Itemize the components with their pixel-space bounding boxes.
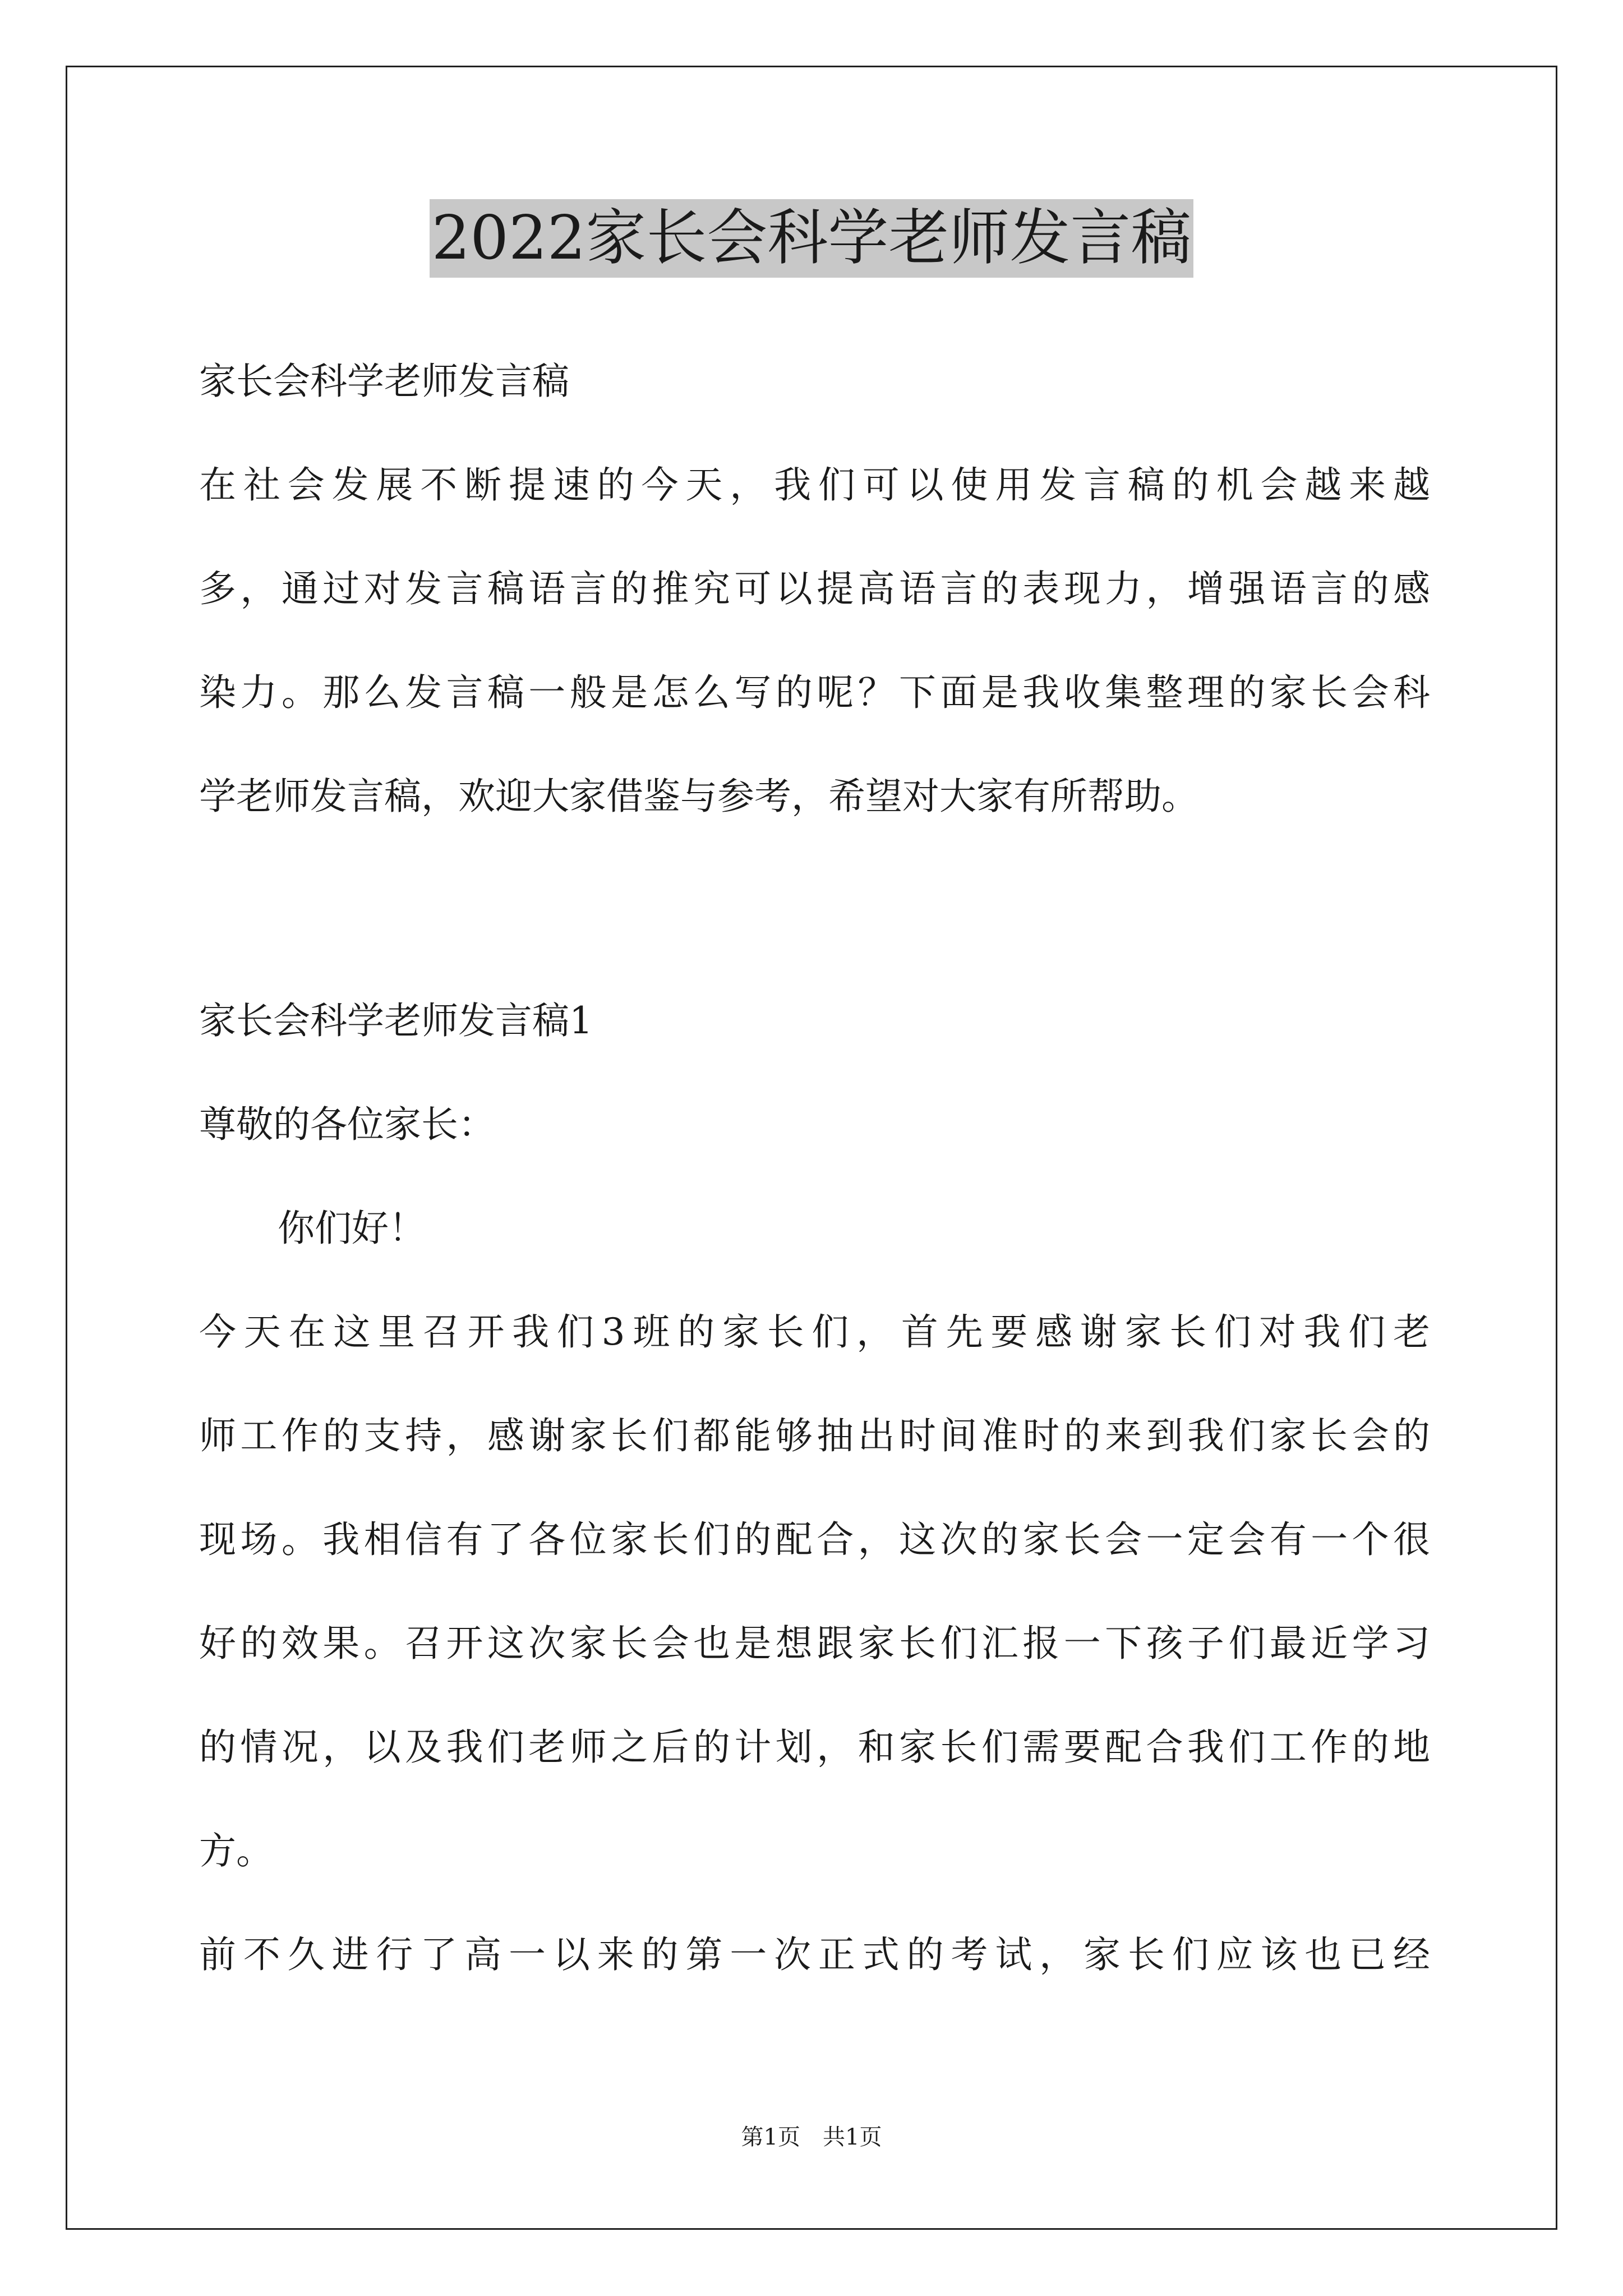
greeting: 你们好！ (278, 1207, 426, 1250)
intro-line-3: 染力。那么发言稿一般是怎么写的呢？下面是我收集整理的家长会科 (199, 671, 1430, 714)
section-heading: 家长会科学老师发言稿1 (199, 999, 593, 1042)
page-number-total: 共1页 (823, 2124, 882, 2150)
title-container (0, 199, 1623, 278)
document-title: 2022家长会科学老师发言稿 (430, 199, 1194, 278)
intro-line-2: 多，通过对发言稿语言的推究可以提高语言的表现力，增强语言的感 (199, 567, 1430, 610)
paragraph1-line-2: 师工作的支持，感谢家长们都能够抽出时间准时的来到我们家长会的 (199, 1414, 1430, 1457)
paragraph1-line-5: 的情况，以及我们老师之后的计划，和家长们需要配合我们工作的地 (199, 1726, 1430, 1769)
page-number-current: 第1页 (741, 2124, 800, 2150)
document-subtitle: 家长会科学老师发言稿 (199, 360, 569, 403)
paragraph1-line-6: 方。 (199, 1829, 273, 1872)
page-footer (0, 2120, 1623, 2154)
intro-line-4: 学老师发言稿，欢迎大家借鉴与参考，希望对大家有所帮助。 (199, 775, 1198, 818)
paragraph1-line-1: 今天在这里召开我们3班的家长们，首先要感谢家长们对我们老 (199, 1310, 1430, 1354)
paragraph2-line-1: 前不久进行了高一以来的第一次正式的考试，家长们应该也已经 (199, 1933, 1430, 1976)
paragraph1-line-4: 好的效果。召开这次家长会也是想跟家长们汇报一下孩子们最近学习 (199, 1622, 1430, 1665)
salutation: 尊敬的各位家长： (199, 1103, 495, 1146)
intro-line-1: 在社会发展不断提速的今天，我们可以使用发言稿的机会越来越 (199, 463, 1430, 507)
paragraph1-line-3: 现场。我相信有了各位家长们的配合，这次的家长会一定会有一个很 (199, 1518, 1430, 1561)
